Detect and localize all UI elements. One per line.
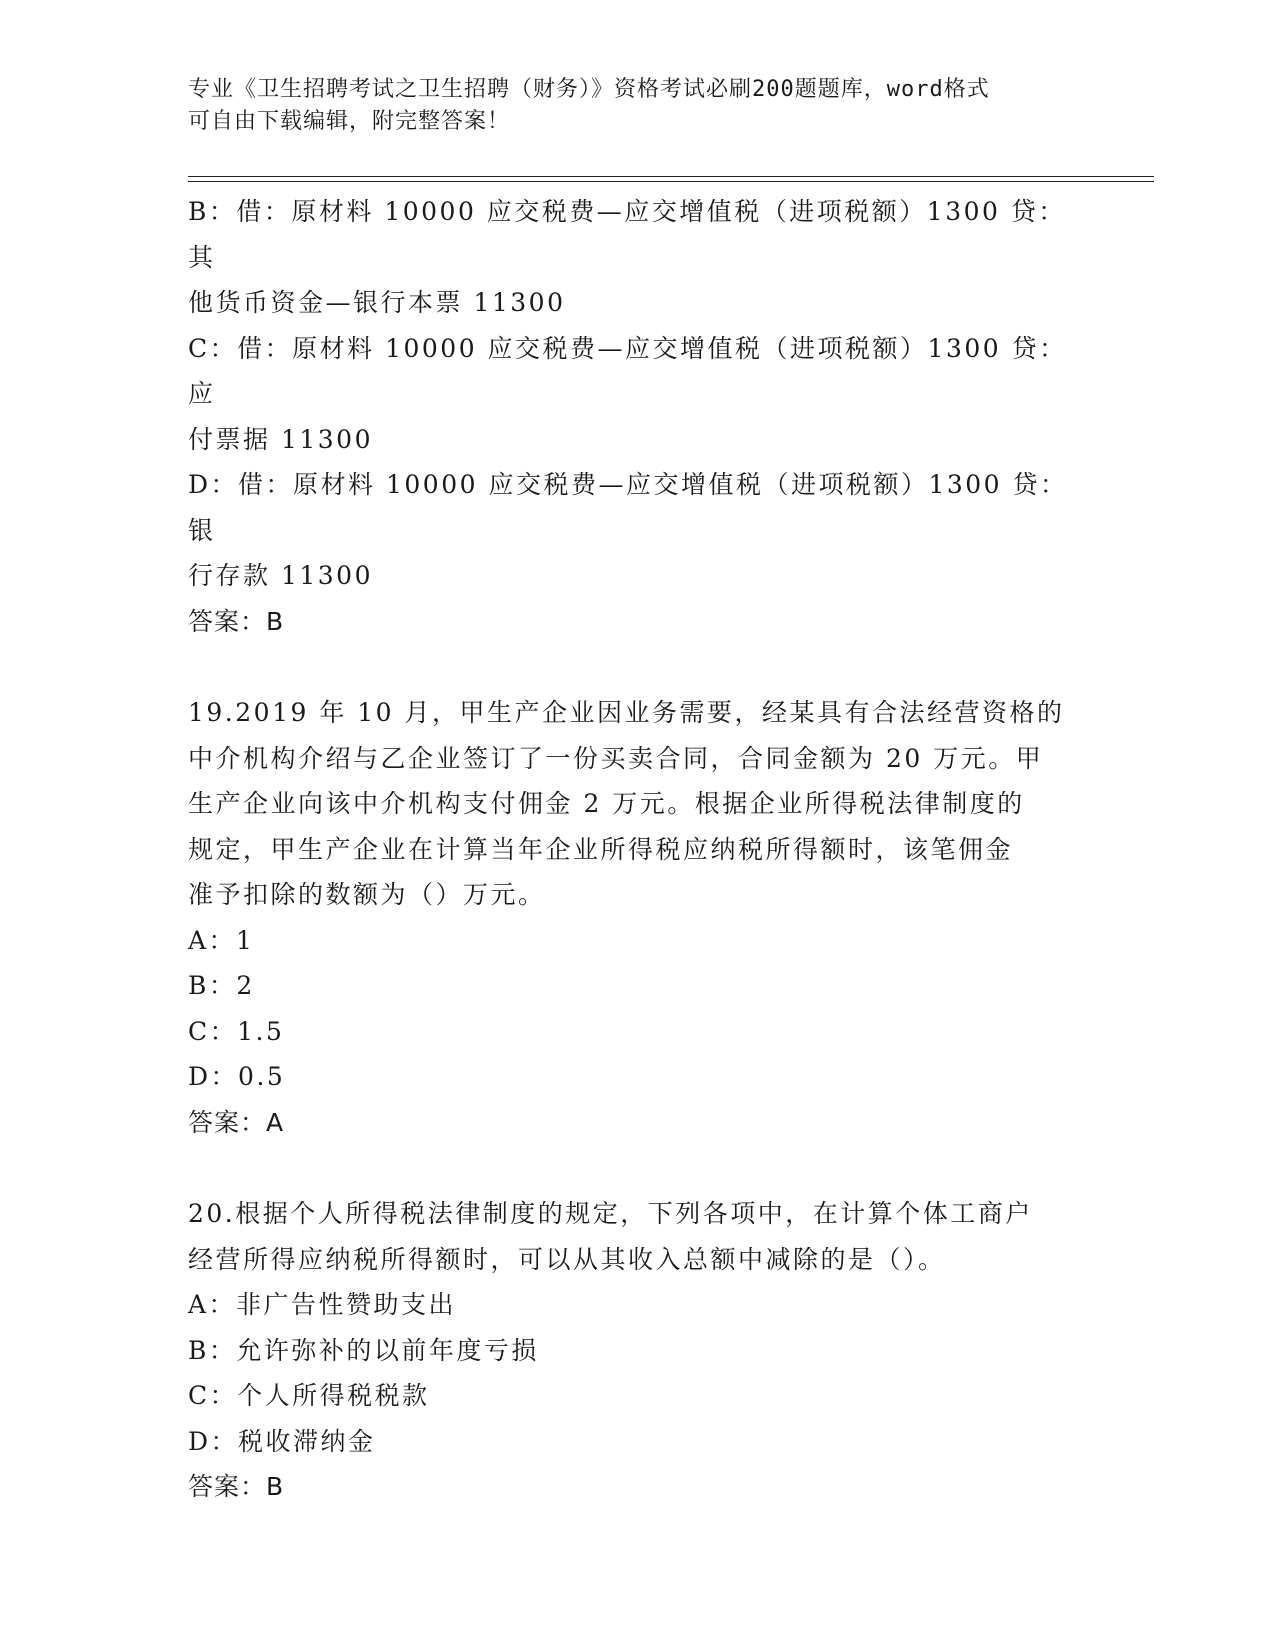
question-20-stem-line-2: 经营所得应纳税所得额时，可以从其收入总额中减除的是（）。 <box>188 1244 946 1274</box>
question-20-option-c: C：个人所得税税款 <box>188 1381 430 1410</box>
answer-20: 答案：B <box>188 1472 285 1501</box>
option-d-line-2: 行存款 11300 <box>188 561 373 590</box>
document-body <box>188 189 1088 1510</box>
option-c-line-2: 付票据 11300 <box>188 424 373 454</box>
question-20-option-b: B：允许弥补的以前年度亏损 <box>188 1335 539 1365</box>
option-c-line-1: C：借：原材料 10000 应交税费—应交增值税（进项税额）1300 贷：应 <box>188 333 1067 408</box>
option-b-line-2: 他货币资金—银行本票 11300 <box>188 288 566 317</box>
question-20-option-d: D：税收滞纳金 <box>188 1426 376 1456</box>
document-header <box>188 74 1088 138</box>
answer-19: 答案：A <box>188 1107 285 1137</box>
question-19-option-c: C：1.5 <box>188 1016 285 1046</box>
header-rule-bottom <box>188 181 1154 182</box>
question-19-option-d: D：0.5 <box>188 1062 286 1091</box>
question-20-stem-line-1: 20.根据个人所得税法律制度的规定，下列各项中，在计算个体工商户 <box>188 1199 1033 1228</box>
question-18-tail <box>188 189 1088 644</box>
question-19 <box>188 690 1088 1145</box>
question-20 <box>188 1191 1088 1510</box>
question-19-option-b: B：2 <box>188 971 255 1000</box>
answer-18: 答案：B <box>188 606 285 636</box>
question-19-stem-line-2: 中介机构介绍与乙企业签订了一份买卖合同，合同金额为 20 万元。甲 <box>188 743 1044 773</box>
header-line-1: 专业《卫生招聘考试之卫生招聘（财务）》资格考试必刷200题题库，word格式 <box>188 77 990 102</box>
option-d-line-1: D：借：原材料 10000 应交税费—应交增值税（进项税额）1300 贷：银 <box>188 470 1068 545</box>
question-19-option-a: A：1 <box>188 925 255 955</box>
question-19-stem-line-4: 规定，甲生产企业在计算当年企业所得税应纳税所得额时，该笔佣金 <box>188 834 1014 864</box>
question-20-option-a: A：非广告性赞助支出 <box>188 1290 457 1319</box>
question-19-stem-line-1: 19.2019 年 10 月，甲生产企业因业务需要，经某具有合法经营资格的 <box>188 698 1065 727</box>
header-line-2: 可自由下载编辑，附完整答案！ <box>188 109 511 134</box>
spacer <box>188 1145 1088 1191</box>
question-19-stem-line-5: 准予扣除的数额为（）万元。 <box>188 880 546 909</box>
option-b-line-1: B：借：原材料 10000 应交税费—应交增值税（进项税额）1300 贷：其 <box>188 197 1066 272</box>
question-19-stem-line-3: 生产企业向该中介机构支付佣金 2 万元。根据企业所得税法律制度的 <box>188 789 1025 818</box>
spacer <box>188 644 1088 690</box>
header-rule-top <box>188 176 1154 177</box>
